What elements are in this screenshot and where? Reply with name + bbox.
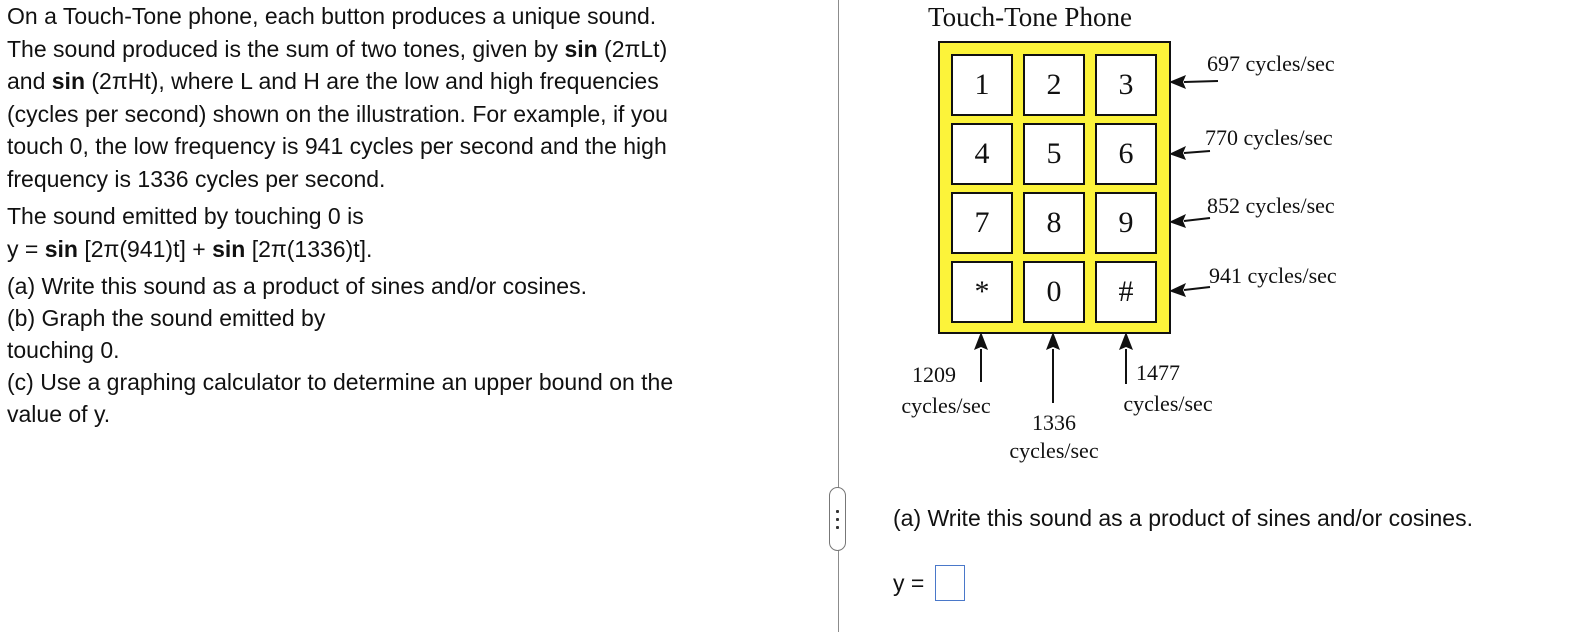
intro-line: frequency is 1336 cycles per second. xyxy=(7,165,386,192)
sound-equation xyxy=(7,233,827,266)
intro-text: and xyxy=(7,68,52,94)
low-tone-argument: (2πLt) xyxy=(597,35,668,62)
high-tone-argument: (2πHt), where L and H are the low and high frequencies xyxy=(85,68,659,94)
equation-plus: + xyxy=(185,235,213,262)
arrow-head xyxy=(974,332,988,350)
row-frequency-label: 852 cycles/sec xyxy=(1207,193,1335,218)
intro-line: (cycles per second) shown on the illustration. For example, if you xyxy=(7,100,668,127)
emitted-sound-line: The sound emitted by touching 0 is xyxy=(7,203,364,229)
column-frequency-unit: cycles/sec xyxy=(901,393,991,418)
intro-line xyxy=(7,33,827,66)
emitted-sound-paragraph xyxy=(7,200,827,265)
column-frequency-label xyxy=(1002,409,1106,465)
handle-dot xyxy=(836,526,839,529)
column-frequency-value: 1209 xyxy=(912,362,956,387)
column-frequency-unit: cycles/sec xyxy=(1123,391,1213,416)
vertical-ellipsis-icon[interactable] xyxy=(829,487,846,551)
figure-title: Touch-Tone Phone xyxy=(928,2,1132,32)
key-4: 4 xyxy=(951,123,1013,185)
part-a-text: (a) Write this sound as a product of sines and/or cosines. xyxy=(7,273,587,299)
equation-term-high: [2π(1336)t]. xyxy=(245,235,373,262)
key-0: 0 xyxy=(1023,261,1085,323)
problem-text-pane xyxy=(7,0,827,430)
key-1: 1 xyxy=(951,54,1013,116)
arrow-head xyxy=(1169,146,1186,160)
key-2: 2 xyxy=(1023,54,1085,116)
equation-term-low: [2π(941)t] xyxy=(77,235,186,262)
part-b-text: touching 0. xyxy=(7,337,120,363)
key-7: 7 xyxy=(951,192,1013,254)
sin-function: sin xyxy=(51,68,85,94)
key-8: 8 xyxy=(1023,192,1085,254)
part-c-text: (c) Use a graphing calculator to determine an upper bound on the xyxy=(7,369,674,395)
intro-text: The sound produced is the sum of two tones, given by xyxy=(7,35,565,62)
row-arrow-941 xyxy=(1184,287,1210,290)
key-9: 9 xyxy=(1095,192,1157,254)
intro-line xyxy=(7,65,827,98)
key-6: 6 xyxy=(1095,123,1157,185)
arrow-head xyxy=(1119,332,1133,350)
question-parts xyxy=(7,270,827,430)
answer-label: y = xyxy=(893,570,925,596)
row-frequency-label: 770 cycles/sec xyxy=(1205,125,1333,150)
key-5: 5 xyxy=(1023,123,1085,185)
handle-dot xyxy=(836,518,839,521)
handle-dot xyxy=(836,510,839,513)
arrow-head xyxy=(1169,283,1186,297)
part-c-text: value of y. xyxy=(7,401,111,427)
part-b-text: (b) Graph the sound emitted by xyxy=(7,305,326,331)
column-frequency-value: 1477 xyxy=(1136,360,1180,385)
key-3: 3 xyxy=(1095,54,1157,116)
key-hash: # xyxy=(1095,261,1157,323)
column-frequency-label xyxy=(1116,359,1220,418)
row-arrow-697 xyxy=(1184,81,1218,82)
row-frequency-label: 697 cycles/sec xyxy=(1207,51,1335,76)
column-frequency-label xyxy=(894,361,998,420)
arrow-head xyxy=(1046,332,1060,350)
sin-function: sin xyxy=(564,35,598,62)
column-frequency-unit: cycles/sec xyxy=(1009,438,1099,463)
arrow-head xyxy=(1169,75,1186,89)
arrow-head xyxy=(1169,214,1186,228)
column-frequency-value: 1336 xyxy=(1032,410,1076,435)
sin-function: sin xyxy=(44,235,78,262)
sin-function: sin xyxy=(212,235,246,262)
row-frequency-label: 941 cycles/sec xyxy=(1209,263,1337,288)
equation-lhs: y = xyxy=(7,235,45,262)
answer-input[interactable] xyxy=(935,565,965,601)
intro-paragraph xyxy=(7,0,827,195)
touch-tone-figure xyxy=(880,0,1400,480)
intro-line: touch 0, the low frequency is 941 cycles per second and the high xyxy=(7,133,667,159)
key-star: * xyxy=(951,261,1013,323)
intro-line: On a Touch-Tone phone, each button produces a unique sound. xyxy=(7,3,657,29)
part-a-question: (a) Write this sound as a product of sines and/or cosines. xyxy=(893,505,1473,531)
